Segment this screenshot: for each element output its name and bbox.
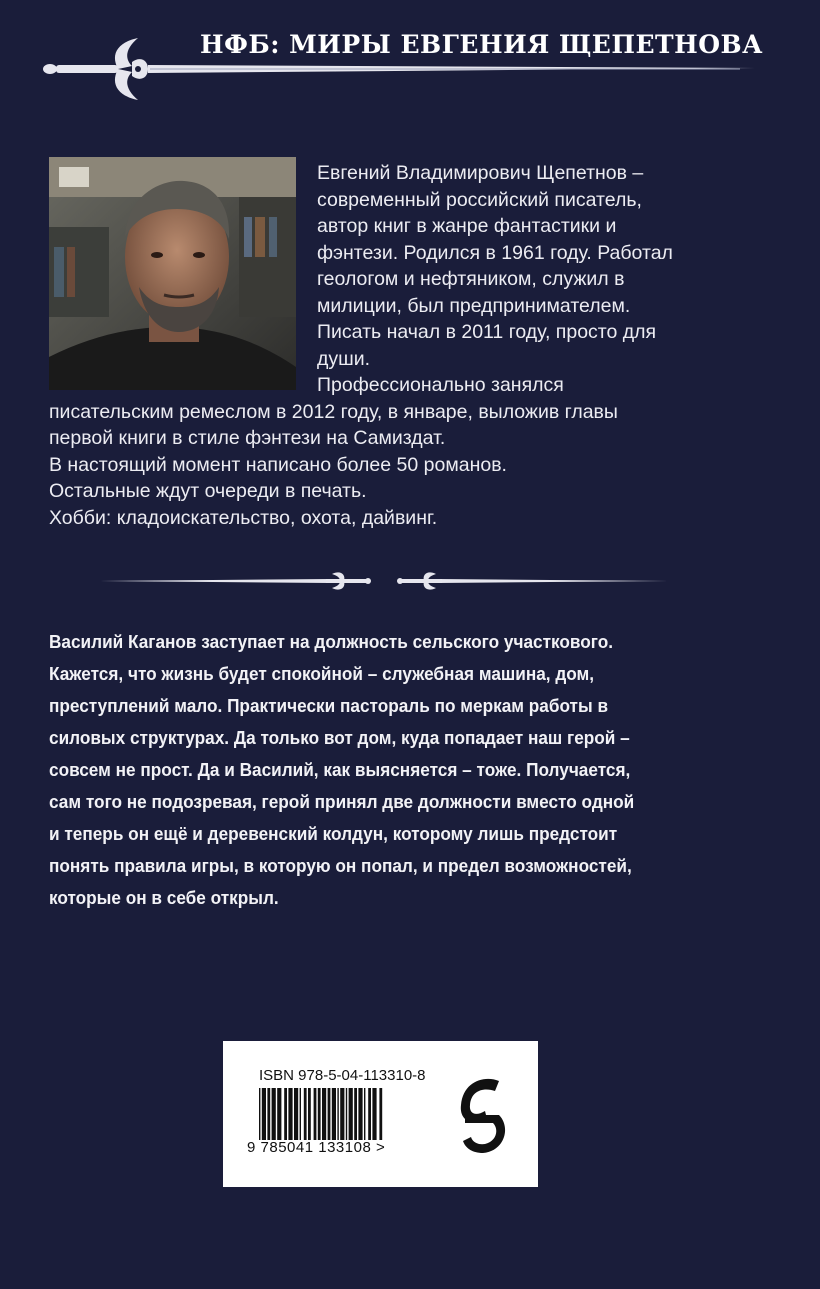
barcode-bars: [259, 1088, 439, 1146]
barcode-bar: [332, 1088, 336, 1140]
barcode-box: [223, 1041, 538, 1187]
annotation-line: Василий Каганов заступает на должность сельского участкового.: [49, 631, 614, 652]
barcode-bar: [328, 1088, 331, 1140]
bio-line: Писать начал в 2011 году, просто для: [317, 321, 657, 343]
annotation-line: совсем не прост. Да и Василий, как выясняется – тоже. Получается,: [49, 759, 631, 780]
book-annotation: [49, 626, 728, 914]
barcode-bar: [354, 1088, 357, 1140]
barcode-bar: [322, 1088, 326, 1140]
barcode-bar: [379, 1088, 382, 1140]
series-title: НФБ: МИРЫ ЕВГЕНИЯ ЩЕПЕТНОВА: [200, 30, 763, 59]
isbn-label: ISBN 978-5-04-113310-8: [259, 1067, 426, 1084]
barcode-bar: [304, 1088, 307, 1140]
bio-line: современный российский писатель,: [317, 188, 642, 211]
annotation-line: и теперь он ещё и деревенский колдун, которому лишь предстоит: [49, 823, 618, 844]
barcode-bar: [337, 1088, 338, 1140]
bio-line: Хобби: кладоискательство, охота, дайвинг.: [49, 506, 438, 529]
barcode-bar: [300, 1088, 301, 1140]
barcode-digits: 9 785041 133108 >: [247, 1139, 386, 1156]
barcode-bar: [346, 1088, 347, 1140]
bio-line: первой книги в стиле фэнтези на Самиздат.: [49, 427, 446, 449]
barcode-bar: [308, 1088, 311, 1140]
annotation-line: силовых структурах. Да только вот дом, куда попадает наш герой –: [49, 727, 630, 748]
barcode-bar: [372, 1088, 376, 1140]
annotation-line: Кажется, что жизнь будет спокойной – служебная машина, дом,: [49, 663, 595, 684]
barcode-bar: [284, 1088, 287, 1140]
ornament-divider-icon: [100, 566, 668, 596]
barcode-bar: [368, 1088, 371, 1140]
bio-line: Евгений Владимирович Щепетнов –: [317, 162, 644, 184]
bio-line: фэнтези. Родился в 1961 году. Работал: [317, 241, 673, 264]
barcode-bar: [294, 1088, 298, 1140]
barcode-bar: [318, 1088, 321, 1140]
bio-line: Профессионально занялся: [317, 374, 564, 396]
barcode-bar: [259, 1088, 260, 1140]
bio-line: Остальные ждут очереди в печать.: [49, 480, 367, 502]
bio-line: В настоящий момент написано более 50 романов.: [49, 453, 507, 476]
barcode-bar: [314, 1088, 317, 1140]
barcode-bar: [267, 1088, 270, 1140]
barcode-bar: [272, 1088, 276, 1140]
barcode-bar: [364, 1088, 365, 1140]
eksmo-logo-icon: [455, 1071, 515, 1161]
barcode-bar: [349, 1088, 353, 1140]
annotation-line: преступлений мало. Практически пастораль по меркам работы в: [49, 695, 609, 716]
barcode-bar: [262, 1088, 266, 1140]
barcode-bar: [288, 1088, 292, 1140]
bio-line: автор книг в жанре фантастики и: [317, 215, 617, 237]
bio-line: геологом и нефтяником, служил в: [317, 268, 625, 290]
series-header: [40, 24, 763, 104]
barcode-bar: [358, 1088, 362, 1140]
author-bio: [49, 160, 749, 531]
annotation-line: которые он в себе открыл.: [49, 887, 279, 908]
barcode-bar: [277, 1088, 281, 1140]
bio-line: милиции, был предпринимателем.: [317, 294, 631, 317]
bio-line: души.: [317, 347, 371, 370]
annotation-line: сам того не подозревая, герой принял две должности вместо одной: [49, 791, 635, 812]
bio-line: писательским ремеслом в 2012 году, в январе, выложив главы: [49, 400, 618, 423]
barcode-bar: [340, 1088, 344, 1140]
annotation-line: понять правила игры, в которую он попал, и предел возможностей,: [49, 855, 632, 876]
